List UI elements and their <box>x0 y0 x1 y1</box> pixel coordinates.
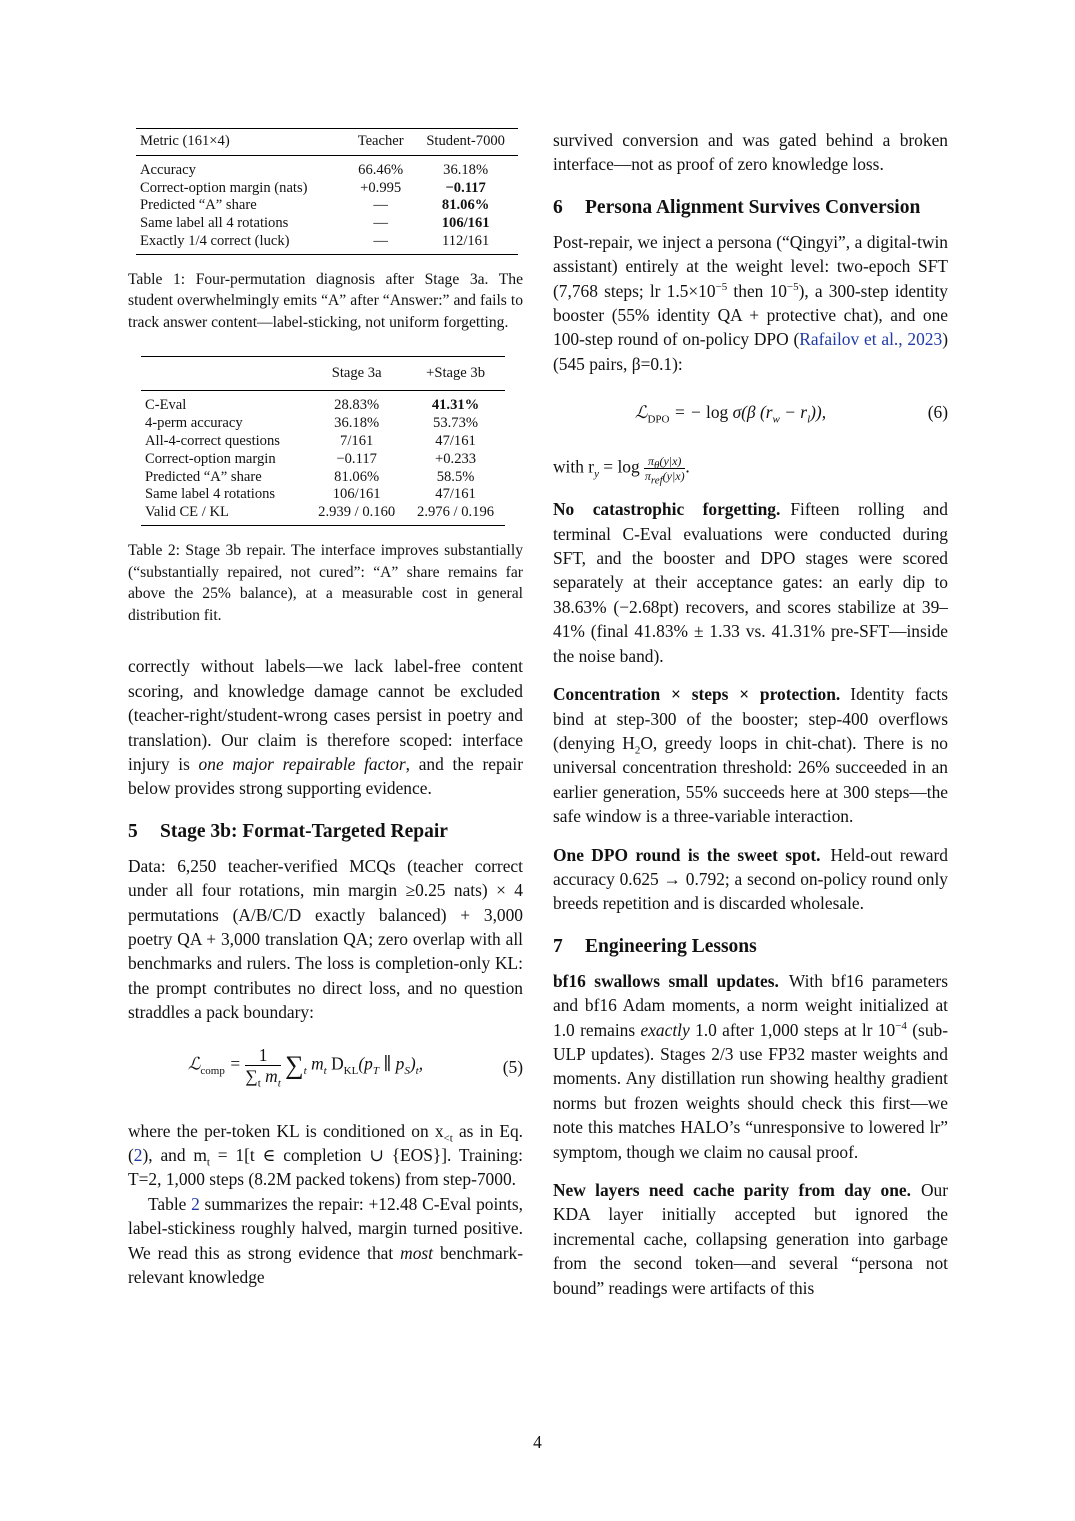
table-cell: 2.976 / 0.196 <box>406 504 505 525</box>
right-column <box>553 128 948 1300</box>
page-number: 4 <box>533 1432 542 1452</box>
paragraph-bf16: bf16 swallows small updates. With bf16 parameters and bf16 Adam moments, a norm weight initialized at 1.0 remains exactly 1.0 after 1,000 steps at lr $10^{-4}$ (sub-ULP updates). Stages 2/3 use FP32 master weights and moments. Any distillation run showing healthy gradient norms but frozen weights should check this first—we note this matches HALO’s “unresponsive to lowered lr” symptom, though we claim no causal proof. <box>553 970 949 1162</box>
paragraph-continuation: correctly without labels—we lack label-free content scoring, and knowledge damage cannot be excluded (teacher-right/student-wrong cases persist in poetry and translation). Our claim is therefore scoped: interface injury is one major repairable factor, and the repair below provides strong supporting evidence. <box>128 656 523 799</box>
table-cell: C-Eval <box>141 391 307 415</box>
table-cell: 66.46% <box>348 155 413 179</box>
table-1-caption: Table 1: Four-permutation diagnosis after Stage 3a. The student overwhelmingly emits “A” after “Answer:” and fails to track answer content—label-sticking, not uniform forgetting. <box>128 270 523 331</box>
paragraph-cache-parity: New layers need cache parity from day one. Our KDA layer initially accepted but ignored the incremental cache, collapsing generation into garbage from the second token—and several “persona not bound” readings were artifacts of this <box>553 1180 948 1298</box>
section-7-heading: 7 Engineering Lessons <box>553 935 757 957</box>
table-1-header <box>136 129 518 156</box>
table-row <box>141 391 505 415</box>
equation-2-link[interactable]: 2 <box>133 1145 143 1165</box>
table-2 <box>141 356 505 526</box>
table-1-header-teacher: Teacher <box>348 129 413 156</box>
table-cell: — <box>373 197 388 214</box>
table-cell: — <box>348 233 413 254</box>
table-cell: All-4-correct questions <box>145 432 280 449</box>
paragraph-no-catastrophic-forgetting: No catastrophic forgetting. Fifteen rolling and terminal C-Eval evaluations were conducted during SFT, and the booster and DPO stages were scored separately at their acceptance gates: an early dip to 38.63% (−2.68pt) recovers, and scores stabilize at 39–41% (final 41.83% ± 1.33 vs. 41.31% pre-SFT—inside the noise band). <box>553 499 948 666</box>
paragraph-continuation-right: survived conversion and was gated behind a broken interface—not as proof of zero knowledge loss. <box>553 130 948 175</box>
table-cell: +0.995 <box>360 179 402 196</box>
section-5-heading: 5 Stage 3b: Format-Targeted Repair <box>128 820 448 842</box>
table-cell: 81.06% <box>441 197 490 214</box>
table-cell: Valid CE / KL <box>141 504 307 525</box>
table-1-header-metric: Metric (161×4) <box>136 129 348 156</box>
section-6-heading: 6 Persona Alignment Survives Conversion <box>553 196 921 218</box>
table-row <box>136 215 518 233</box>
table-2-header-stage3a: Stage 3a <box>307 356 406 391</box>
table-row <box>141 486 505 504</box>
table-2-header-blank <box>141 356 307 391</box>
table-cell: Correct-option margin (nats) <box>140 179 308 196</box>
reward-definition: with $r_y = \log$ $\frac{\pi_\theta(y|x)}{\pi_{ref}(y|x)}$ . <box>553 454 690 487</box>
section-6-paragraph-1: Post-repair, we inject a persona (“Qingyi”, a digital-twin assistant) entirely at the weight level: two-epoch SFT (7,768 steps; lr $1.5\times 10^{-5}$ then $10^{-5}$), a 300-step identity booster (55% identity QA + protective chat), and one 100-step round of on-policy DPO (Rafailov et al., 2023) (545 pairs, β=0.1): <box>553 231 948 374</box>
table-cell: Correct-option margin <box>145 450 276 467</box>
table-1 <box>136 128 518 255</box>
table-cell: Accuracy <box>136 155 348 179</box>
table-cell: 28.83% <box>307 391 406 415</box>
table-cell: 106/161 <box>441 215 490 232</box>
paragraph-dpo-round: One DPO round is the sweet spot. Held-out reward accuracy 0.625 → 0.792; a second on-policy round only breeds repetition and is discarded wholesale. <box>553 844 948 914</box>
section-5-paragraph-3: Table 2 summarizes the repair: +12.48 C-Eval points, label-stickiness roughly halved, margin turned positive. We read this as strong evidence that most benchmark-relevant knowledge <box>128 1193 523 1288</box>
citation-rafailov[interactable]: Rafailov et al., 2023 <box>799 329 943 350</box>
table-cell: 53.73% <box>433 415 479 432</box>
table-cell: 47/161 <box>435 486 476 503</box>
table-cell: 58.5% <box>436 468 475 485</box>
table-1-header-student: Student-7000 <box>413 129 518 156</box>
table-cell: 36.18% <box>413 155 518 179</box>
table-cell: — <box>373 215 388 232</box>
table-2-caption: Table 2: Stage 3b repair. The interface improves substantially (“substantially repaired, not cured”: “A” share remains far above the 25% balance), at a measurable cost in general distribution fit. <box>128 541 523 624</box>
table-row <box>141 415 505 433</box>
equation-5-number: (5) <box>502 1056 523 1077</box>
table-cell: Same label all 4 rotations <box>140 215 289 232</box>
section-5-paragraph-1: Data: 6,250 teacher-verified MCQs (teacher correct under all four rotations, min margin ≥0.25 nats) × 4 permutations (A/B/C/D exactly balanced) + 3,000 poetry QA + 3,000 translation QA; zero overlap with all benchmarks and rulers. The loss is completion-only KL: the prompt contributes no direct loss, and no question straddles a pack boundary: <box>128 855 523 1023</box>
left-column <box>128 128 523 1289</box>
table-cell: 81.06% <box>334 468 380 485</box>
equation-6: ℒ$_{DPO}$ = − log σ(β $(r_w - r_l)$), (6) <box>634 402 948 426</box>
table-row <box>136 197 518 215</box>
equation-5: ℒ$_{comp}$ = $\frac{1}{\sum_t m_t}$ $\sum_t$ $m_t$ $D_{KL}(p_T$ ∥ $p_S)_t$, (5) <box>187 1044 523 1090</box>
table-cell: Same label 4 rotations <box>145 486 276 503</box>
table-row <box>136 155 518 179</box>
table-cell: 7/161 <box>340 432 374 449</box>
table-cell: 4-perm accuracy <box>145 415 243 432</box>
table-cell: Exactly 1/4 correct (luck) <box>136 233 348 254</box>
table-row <box>141 504 505 525</box>
table-2-link[interactable]: 2 <box>191 1193 200 1214</box>
table-cell: 2.939 / 0.160 <box>307 504 406 525</box>
paragraph-concentration: Concentration × steps × protection. Identity facts bind at step-300 of the booster; step-400 overflows (denying $H_2O$, greedy loops in chit-chat). There is no universal concentration threshold: 26% succeeded in an earlier generation, 55% succeeds here at 300 steps—the safe window is a three-variable interaction. <box>553 684 949 827</box>
section-5-paragraph-2: where the per-token KL is conditioned on $x_{<t}$ as in Eq. (2), and $m_t = 1[t$ ∈ completion ∪ {EOS}]. Training: T=2, 1,000 steps (8.2M packed tokens) from step-7000. <box>128 1120 523 1190</box>
table-cell: +0.233 <box>435 450 477 467</box>
table-row <box>141 451 505 469</box>
table-row <box>141 433 505 451</box>
table-cell: 112/161 <box>413 233 518 254</box>
table-cell: 41.31% <box>431 397 480 414</box>
table-cell: Predicted “A” share <box>145 468 262 485</box>
table-cell: Predicted “A” share <box>140 197 257 214</box>
table-2-header <box>141 356 505 391</box>
table-cell: 106/161 <box>332 486 381 503</box>
table-cell: 36.18% <box>334 415 380 432</box>
table-cell: −0.117 <box>336 450 377 467</box>
table-row <box>136 180 518 198</box>
table-cell: −0.117 <box>445 179 486 196</box>
equation-6-number: (6) <box>927 402 948 423</box>
table-cell: 47/161 <box>435 432 476 449</box>
table-row <box>136 233 518 254</box>
table-row <box>141 469 505 487</box>
table-2-header-stage3b: +Stage 3b <box>406 356 505 391</box>
